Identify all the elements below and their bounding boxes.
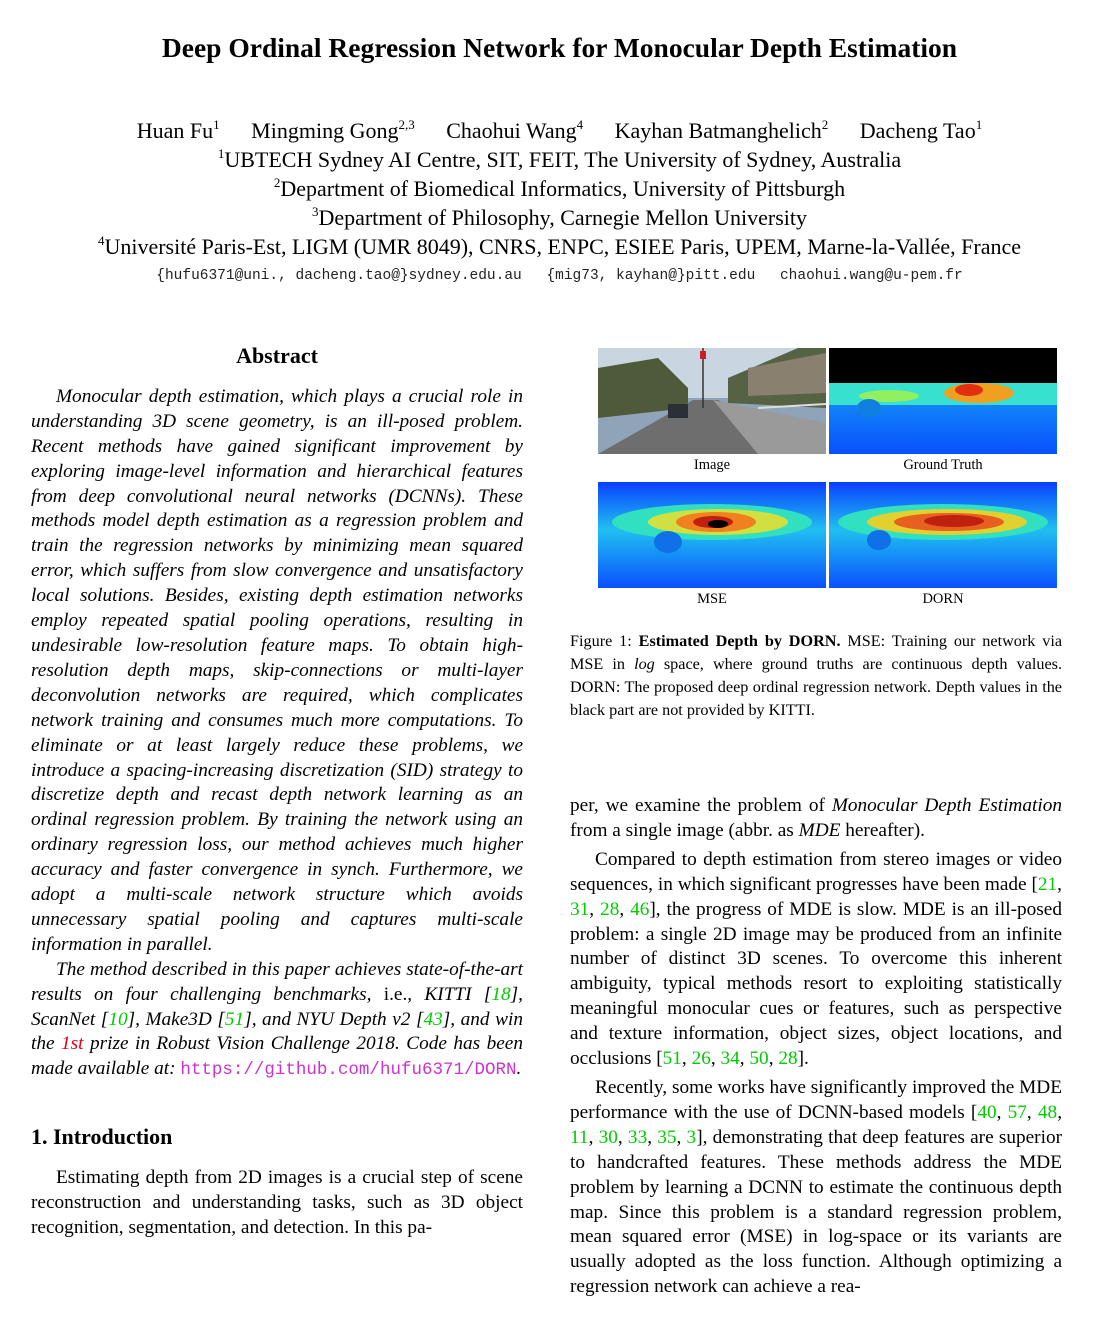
author: Mingming Gong$^{2,3}$ <box>251 117 415 143</box>
citation-link[interactable]: 26 <box>691 1048 711 1070</box>
figure-panel-mse <box>598 482 826 588</box>
citation-link[interactable]: 48 <box>1037 1101 1058 1123</box>
body-paragraph: Recently, some works have significantly improved the MDE performance with the use of DCNN-based models [40, 57, 48, 11, 30, 33, 35, 3], demonstrating that deep features are superior to handcrafted features. These methods address the MDE problem by learning a DCNN to estimate the continuous depth map. Since this problem is a standard regression problem, mean squared error (MSE) in log-space or its variants are usually adopted as the loss function. Although optimizing a regression network can achieve a rea- <box>570 1076 1063 1298</box>
figure-label: Ground Truth <box>903 457 983 473</box>
citation-link[interactable]: 31 <box>570 898 590 920</box>
body-paragraph: Estimating depth from 2D images is a crucial step of scene reconstruction and understanding tasks, such as 3D object recognition, segmentation, and detection. In this pa- <box>31 1167 523 1238</box>
abstract-paragraph: Monocular depth estimation, which plays a crucial role in understanding 3D scene geometry, is an ill-posed problem. Recent methods have gained significant improvement by exploring image-level information and hierarchical features from deep convolutional neural networks (DCNNs). These methods model depth estimation as a regression problem and train the regression networks by minimizing mean squared error, which suffers from slow convergence and unsatisfactory local solutions. Besides, existing depth estimation networks employ repeated spatial pooling operations, resulting in undesirable low-resolution feature maps. To obtain high-resolution depth maps, skip-connections or multi-layer deconvolution networks are required, which complicates network training and consumes much more computations. To eliminate or at least largely reduce these problems, we introduce a spacing-increasing discretization (SID) strategy to discretize depth and recast depth network learning as an ordinal regression problem. By training the network using an ordinary regression loss, our method achieves much higher accuracy and faster convergence in synch. Furthermore, we adopt a multi-scale network structure which avoids unnecessary spatial pooling and captures multi-scale information in parallel. <box>31 385 523 955</box>
email: {mig73, kayhan@}pitt.edu <box>546 268 756 284</box>
citation-link[interactable]: 33 <box>627 1126 648 1148</box>
citation-link[interactable]: 50 <box>749 1048 769 1070</box>
body-paragraph: per, we examine the problem of Monocular Depth Estimation from a single image (abbr. as MDE hereafter). <box>570 795 1062 841</box>
affiliation: $^2$Department of Biomedical Informatics, University of Pittsburgh <box>273 175 846 201</box>
citation-link[interactable]: 40 <box>977 1101 997 1123</box>
author: Dacheng Tao$^1$ <box>859 117 983 143</box>
citation-link[interactable]: 10 <box>108 1008 128 1030</box>
body-paragraph: Compared to depth estimation from stereo images or video sequences, in which significant progresses have been made [21, 31, 28, 46], the progress of MDE is slow. MDE is an ill-posed problem: a single 2D image may be produced from an infinite number of distinct 3D scenes. To overcome this inherent ambiguity, typical methods resort to exploiting statistically meaningful monocular cues or features, such as perspective and texture information, object sizes, object locations, and occlusions [51, 26, 34, 50, 28]. <box>570 848 1063 1070</box>
author: Chaohui Wang$^4$ <box>446 117 584 143</box>
ground-truth-depth-map <box>829 348 1057 454</box>
abstract-paragraph: The method described in this paper achieves state-of-the-art results on four challenging benchmarks, i.e., KITTI [18], ScanNet [10], Make3D [51], and NYU Depth v2 [43], and win the 1st prize in Robust Vision Challenge 2018. Code has been made available at: https://github.com/hufu6371/DORN. <box>31 958 523 1081</box>
citation-link[interactable]: 51 <box>224 1008 245 1030</box>
paper-title: Deep Ordinal Regression Network for Monocular Depth Estimation <box>161 32 958 63</box>
email: chaohui.wang@u-pem.fr <box>779 268 963 284</box>
citation-link[interactable]: 43 <box>423 1008 443 1030</box>
figure-panel-ground-truth <box>829 348 1057 454</box>
section-heading: 1. Introduction <box>31 1124 173 1150</box>
author: Huan Fu$^1$ <box>136 117 220 143</box>
figure-caption: Figure 1: Estimated Depth by DORN. MSE: Training our network via MSE in log space, where ground truths are continuous depth values. DORN: The proposed deep ordinal regression network. Depth values in the black part are not provided by KITTI. <box>570 632 1063 719</box>
citation-link[interactable]: 21 <box>1037 873 1058 895</box>
citation-link[interactable]: 28 <box>600 898 620 920</box>
citation-link[interactable]: 18 <box>491 983 511 1005</box>
affiliation: $^1$UBTECH Sydney AI Centre, SIT, FEIT, The University of Sydney, Australia <box>217 146 902 172</box>
citation-link[interactable]: 3 <box>686 1126 697 1148</box>
citation-link[interactable]: 28 <box>778 1048 798 1070</box>
email: {hufu6371@uni., dacheng.tao@}sydney.edu.au <box>156 268 522 284</box>
right-column <box>570 794 1062 1300</box>
citation-link[interactable]: 57 <box>1007 1101 1027 1123</box>
figure-panel-dorn <box>829 482 1057 588</box>
citation-link[interactable]: 35 <box>657 1126 677 1148</box>
affiliation: $^4$Université Paris-Est, LIGM (UMR 8049), CNRS, ENPC, ESIEE Paris, UPEM, Marne-la-Vallée, France <box>97 233 1022 259</box>
author: Kayhan Batmanghelich$^2$ <box>614 117 829 143</box>
citation-link[interactable]: 30 <box>598 1126 618 1148</box>
citation-link[interactable]: 51 <box>662 1048 682 1070</box>
email-line <box>0 268 1119 284</box>
dorn-depth-map <box>829 482 1057 588</box>
figure-panel-image <box>598 348 826 454</box>
author-list <box>0 116 1119 145</box>
citation-link[interactable]: 11 <box>570 1126 589 1148</box>
citation-link[interactable]: 46 <box>630 898 650 920</box>
mse-depth-map <box>598 482 826 588</box>
citation-link[interactable]: 34 <box>720 1048 740 1070</box>
figure-label: DORN <box>922 591 964 607</box>
figure-label: MSE <box>697 591 727 607</box>
street-photo <box>598 348 826 454</box>
affiliation: $^3$Department of Philosophy, Carnegie Mellon University <box>311 204 808 230</box>
left-column <box>31 344 523 1241</box>
author-block <box>0 116 1119 261</box>
figure-label: Image <box>693 457 731 473</box>
code-url-link[interactable]: https://github.com/hufu6371/DORN <box>180 1060 517 1081</box>
abstract-heading: Abstract <box>236 343 318 368</box>
prize-link[interactable]: 1st <box>61 1033 84 1055</box>
